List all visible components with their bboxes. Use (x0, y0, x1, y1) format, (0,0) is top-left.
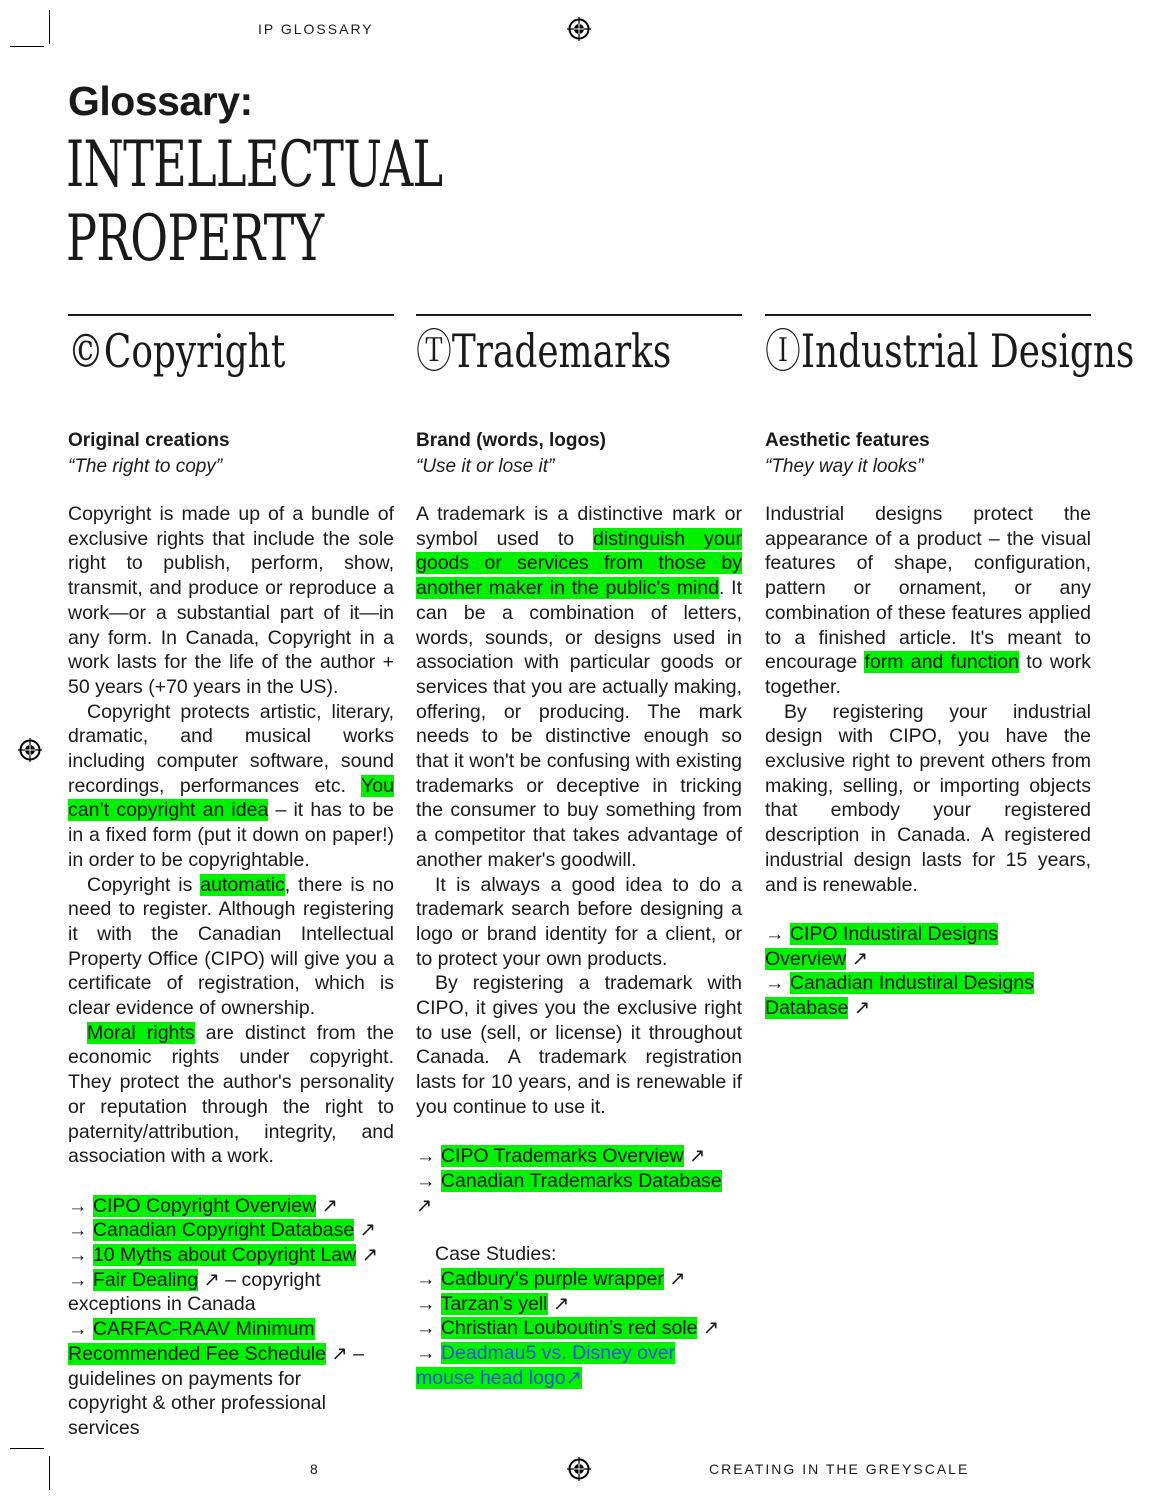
link-fair-dealing[interactable]: Fair Dealing (92, 1268, 199, 1291)
column-divider (68, 314, 394, 316)
registration-mark-bottom-icon (567, 1457, 591, 1481)
list-item (765, 971, 1065, 1020)
link-description: – copyright exceptions in Canada (68, 1268, 321, 1316)
link-list (68, 1194, 394, 1441)
column-industrial-designs (765, 314, 1135, 1021)
link-case-cadbury[interactable]: Cadbury’s purple wrapper (440, 1268, 664, 1291)
crop-mark-top-left-v (49, 10, 50, 44)
section-subtitle: Brand (words, logos) (416, 430, 606, 451)
arrow-right-icon: → (68, 1244, 88, 1267)
link-cipo-copyright-overview[interactable]: CIPO Copyright Overview (92, 1194, 317, 1217)
section-heading-industrial-designs: ⒾIndustrial Designs (765, 324, 1135, 378)
case-studies-label: Case Studies: (435, 1243, 557, 1266)
paragraph: By registering a trademark with CIPO, it gives you the exclusive right to use (sell, or license) it throughout Canada. A trademark registration lasts for 10 years, and is renewable if you continue to use it. (416, 972, 742, 1118)
page-title-line: INTELLECTUAL (66, 128, 443, 202)
external-link-icon[interactable]: ↗ (416, 1194, 433, 1217)
arrow-right-icon: → (68, 1219, 88, 1242)
crop-mark-top-left-h (10, 46, 44, 47)
link-list (416, 1144, 742, 1390)
list-item (68, 1194, 394, 1219)
running-footer: CREATING IN THE GREYSCALE (709, 1461, 970, 1477)
external-link-icon[interactable]: ↗ (702, 1317, 720, 1340)
link-canadian-copyright-database[interactable]: Canadian Copyright Database (92, 1219, 355, 1242)
list-item (416, 1144, 742, 1169)
paragraph: By registering your industrial design with CIPO, you have the exclusive right to prevent others from making, selling, or importing objects that embody your registered description in Canada. A registered industrial design lasts for 15 years, and is renewable. (765, 700, 1091, 896)
arrow-right-icon: → (68, 1194, 88, 1217)
section-heading-copyright: ©Copyright (68, 324, 286, 378)
paragraph: Copyright protects artistic, literary, dramatic, and musical works including computer software, sound recordings, performances etc. You can’t copyright an idea – it has to be in a fixed form (put it down on paper!) in order to be copyrightable. (68, 700, 395, 871)
external-link-icon[interactable]: ↗ (321, 1194, 338, 1217)
external-link-icon[interactable]: ↗ (359, 1219, 376, 1242)
external-link-icon[interactable]: ↗ (669, 1268, 686, 1291)
external-link-icon[interactable]: ↗ (203, 1268, 220, 1291)
arrow-right-icon: → (416, 1169, 436, 1192)
link-case-tarzan[interactable]: Tarzan’s yell (440, 1292, 548, 1315)
highlight: Moral rights (87, 1021, 195, 1044)
page-number: 8 (310, 1461, 318, 1477)
link-carfac-fee-schedule[interactable]: CARFAC-RAAV Minimum Recommended Fee Schedule (68, 1318, 326, 1365)
arrow-right-icon: → (765, 972, 785, 995)
list-item (416, 1169, 742, 1218)
arrow-right-icon: → (765, 922, 785, 945)
arrow-right-icon: → (68, 1318, 88, 1341)
section-quote: “The right to copy” (68, 456, 223, 477)
external-link-icon[interactable]: ↗ (565, 1366, 582, 1389)
link-cipo-industrial-designs-overview[interactable]: CIPO Industiral Designs Overview (765, 922, 999, 970)
page-title-line: PROPERTY (66, 202, 324, 276)
list-item (68, 1243, 394, 1268)
arrow-right-icon: → (416, 1342, 436, 1365)
page-title-prefix: Glossary: (68, 78, 253, 124)
external-link-icon[interactable]: ↗ (851, 947, 869, 970)
column-trademarks (416, 314, 742, 1391)
link-list (765, 922, 1091, 1021)
trademark-symbol-icon: Ⓣ (416, 324, 452, 378)
section-subtitle: Original creations (68, 430, 230, 451)
link-cipo-trademarks-overview[interactable]: CIPO Trademarks Overview (440, 1145, 684, 1168)
paragraph: Moral rights are distinct from the economic rights under copyright. They protect the author's personality or reputation through the right to paternity/attribution, integrity, and association with a work. (68, 1021, 394, 1168)
link-canadian-trademarks-database[interactable]: Canadian Trademarks Database (440, 1169, 722, 1192)
arrow-right-icon: → (416, 1145, 436, 1168)
paragraph: Copyright is made up of a bundle of exclusive rights that include the sole right to publish, perform, show, transmit, and produce or reproduce a work—or a substantial part of it—in any form. In Canada, Copyright in a work lasts for the life of the author + 50 years (+70 years in the US). (68, 503, 394, 698)
arrow-right-icon: → (416, 1268, 436, 1291)
column-divider (765, 314, 1091, 316)
section-body (68, 502, 394, 1169)
list-item (416, 1267, 742, 1292)
link-case-deadmau5[interactable]: Deadmau5 vs. Disney over mouse head logo (416, 1342, 676, 1389)
paragraph: It is always a good idea to do a trademark search before designing a logo or brand identity for a client, or to protect your own products. (416, 873, 742, 970)
external-link-icon[interactable]: ↗ (331, 1342, 348, 1365)
list-item (68, 1317, 368, 1441)
section-quote: “Use it or lose it” (416, 456, 555, 477)
external-link-icon[interactable]: ↗ (361, 1244, 379, 1267)
list-item (68, 1218, 394, 1243)
list-item (416, 1341, 706, 1390)
link-case-louboutin[interactable]: Christian Louboutin’s red sole (440, 1317, 698, 1340)
section-body (416, 502, 742, 1120)
list-item (416, 1292, 742, 1317)
running-header: IP GLOSSARY (258, 21, 374, 37)
external-link-icon[interactable]: ↗ (853, 997, 871, 1020)
highlight: distinguish your goods or services from those by another maker in the public's mind (416, 527, 742, 600)
paragraph: Industrial designs protect the appearance of a product – the visual features of shape, configuration, pattern or ornament, or any combination of these features applied to a finished article. It's meant to encourage form and function to work together. (765, 503, 1092, 698)
section-subtitle: Aesthetic features (765, 430, 930, 451)
page-title (66, 128, 442, 276)
section-heading-trademarks: ⓉTrademarks (416, 324, 672, 378)
crop-mark-bottom-left-v (49, 1456, 50, 1490)
paragraph: Copyright is automatic, there is no need to register. Although registering it with the Canadian Intellectual Property Office (CIPO) will give you a certificate of registration, which is clear evidence of ownership. (68, 873, 394, 1020)
industrial-design-symbol-icon: Ⓘ (765, 324, 801, 378)
list-item (68, 1268, 394, 1317)
registration-mark-left-icon (18, 738, 42, 762)
column-divider (416, 314, 742, 316)
crop-mark-bottom-left-h (10, 1448, 44, 1449)
link-canadian-industrial-designs-database[interactable]: Canadian Industiral Designs Database (765, 972, 1034, 1020)
list-item (416, 1316, 742, 1341)
highlight: You can’t copyright an idea (68, 774, 394, 822)
link-description: – guidelines on payments for copyright & other professional services (68, 1342, 365, 1439)
paragraph: A trademark is a distinctive mark or symbol used to distinguish your goods or services from those by another maker in the public's mind. It can be a combination of letters, words, sounds, or designs used in association with particular goods or services that you are actually making, offering, or producing. The mark needs to be distinctive enough so that it won't be confusing with existing trademarks or deceptive in tricking the consumer to buy something from a competitor that takes advantage of another maker's goodwill. (416, 503, 742, 871)
arrow-right-icon: → (416, 1292, 436, 1315)
copyright-symbol-icon: © (68, 324, 104, 378)
column-copyright (68, 314, 394, 1441)
external-link-icon[interactable]: ↗ (552, 1292, 570, 1315)
arrow-right-icon: → (68, 1268, 88, 1291)
section-quote: “They way it looks” (765, 456, 924, 477)
link-10-myths-copyright[interactable]: 10 Myths about Copyright Law (92, 1244, 357, 1267)
list-item (765, 922, 1025, 971)
highlight: form and function (864, 651, 1019, 674)
external-link-icon[interactable]: ↗ (689, 1145, 706, 1168)
arrow-right-icon: → (416, 1317, 436, 1340)
highlight: automatic (200, 873, 285, 896)
section-body (765, 502, 1091, 897)
registration-mark-top-icon (567, 17, 591, 41)
